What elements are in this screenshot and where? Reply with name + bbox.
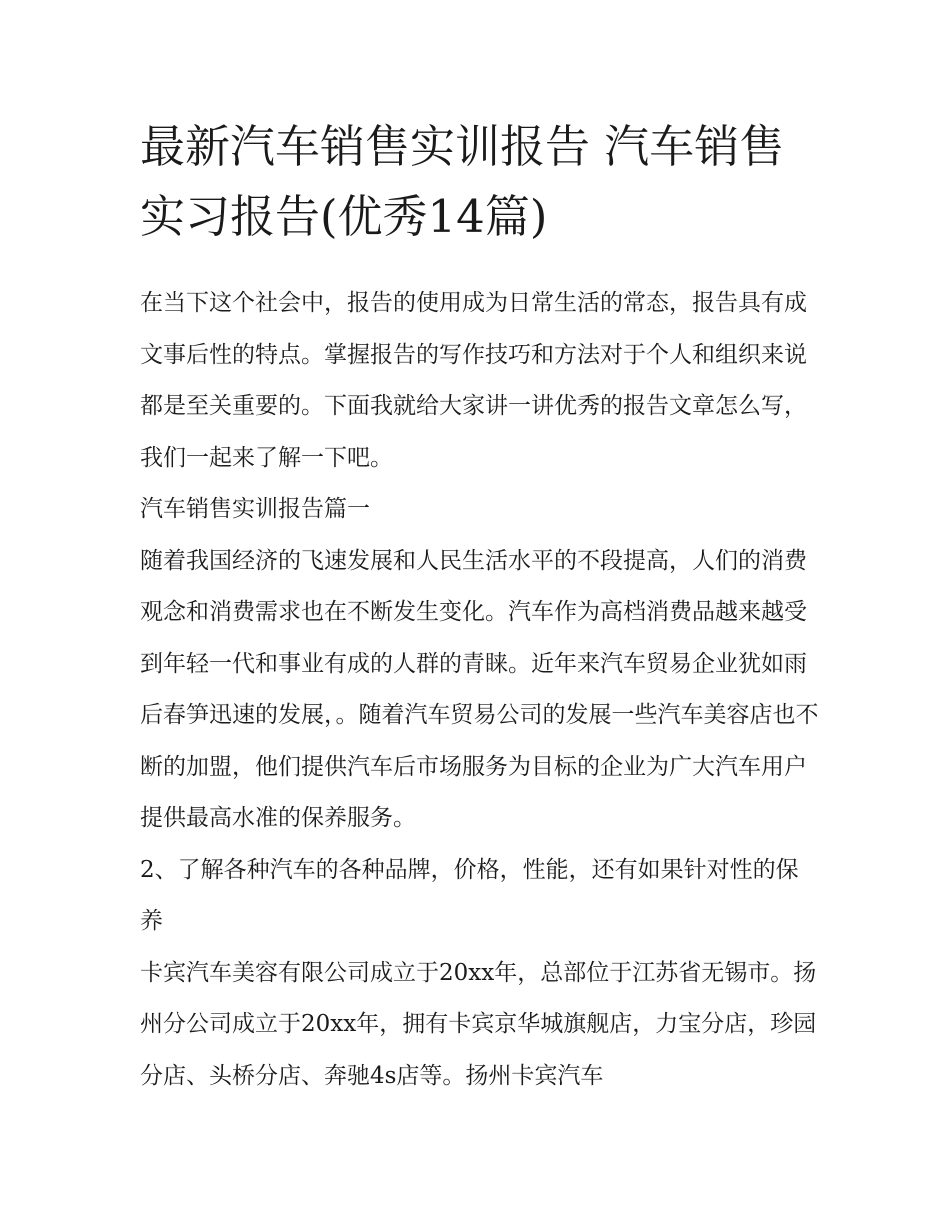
- document-body: [140, 278, 820, 1102]
- body-paragraph: 卡宾汽车美容有限公司成立于20xx年，总部位于江苏省无锡市。扬州分公司成立于20xx年，拥有卡宾京华城旗舰店，力宝分店，珍园分店、头桥分店、奔驰4s店等。扬州卡宾汽车: [140, 959, 817, 1089]
- list-item: 2、了解各种汽车的各种品牌，价格，性能，还有如果针对性的保养: [140, 856, 799, 934]
- intro-paragraph: 在当下这个社会中，报告的使用成为日常生活的常态，报告具有成文事后性的特点。掌握报告的写作技巧和方法对于个人和组织来说都是至关重要的。下面我就给大家讲一讲优秀的报告文章怎么写，我们一起来了解一下吧。: [140, 290, 807, 471]
- document-title: 最新汽车销售实训报告 汽车销售实习报告(优秀14篇): [140, 120, 785, 243]
- body-paragraph: 随着我国经济的飞速发展和人民生活水平的不段提高，人们的消费观念和消费需求也在不断发生变化。汽车作为高档消费品越来越受到年轻一代和事业有成的人群的青睐。近年来汽车贸易企业犹如雨后春笋迅速的发展，。随着汽车贸易公司的发展一些汽车美容店也不断的加盟，他们提供汽车后市场服务为目标的企业为广大汽车用户提供最高水准的保养服务。: [140, 547, 819, 831]
- section-heading: 汽车销售实训报告篇一: [140, 496, 370, 522]
